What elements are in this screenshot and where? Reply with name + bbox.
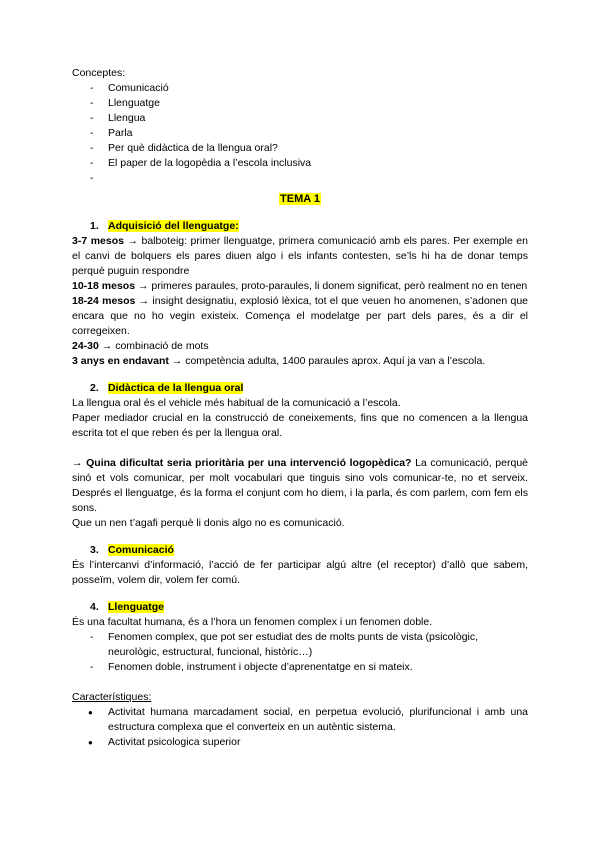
section-3-heading	[72, 543, 528, 558]
list-item: - Llenguatge	[72, 96, 528, 111]
spacer	[72, 441, 528, 456]
stage-text: → balboteig: primer llenguatge, primera comunicació amb els pares. Per exemple en el canvi de bolquers els pares diuen algo i els infants contesten, se’ls hi ha de donar temps perquè puguin respondre	[72, 235, 528, 277]
stage-18-24	[72, 294, 528, 339]
section-4-heading	[72, 600, 528, 615]
section-number: 2.	[90, 382, 99, 394]
list-item: - El paper de la logopèdia a l’escola inclusiva	[72, 156, 528, 171]
section-number: 4.	[90, 601, 99, 613]
tema-label: TEMA 1	[280, 193, 320, 205]
question-paragraph	[72, 456, 528, 516]
list-item: - Per què didàctica de la llengua oral?	[72, 141, 528, 156]
list-item: - Fenomen complex, que pot ser estudiat des de molts punts de vista (psicològic, neurològic, estructural, funcional, històric…)	[72, 630, 528, 660]
concepts-heading: Conceptes:	[72, 67, 126, 79]
paragraph: Paper mediador crucial en la construcció de coneixements, fins que no comencen a la llengua escrita tot el que reben és per la llengua oral.	[72, 412, 528, 439]
llenguatge-list	[72, 630, 528, 675]
list-item: - Fenomen doble, instrument i objecte d’aprenentatge en si mateix.	[72, 660, 528, 675]
paragraph: És l’intercanvi d’informació, l’acció de fer participar algú altre (el receptor) d’allò que sabem, posseïm, volem dir, volem fer comú.	[72, 559, 528, 586]
list-item: ● Activitat psicologica superior	[72, 735, 528, 750]
paragraph: Que un nen t’agafi perquè li donis algo no es comunicació.	[72, 517, 345, 529]
stage-text: → primeres paraules, proto-paraules, li donem significat, però realment no en tenen	[135, 280, 528, 292]
stage-label: 10-18 mesos	[72, 280, 136, 292]
list-item	[72, 171, 528, 186]
stage-24-30	[72, 339, 528, 354]
section-title: Adquisició del llenguatge:	[108, 220, 239, 232]
section-1-heading	[72, 219, 528, 234]
section-title: Comunicació	[108, 544, 174, 556]
question-text: → Quina dificultat seria prioritària per una intervenció logopèdica?	[72, 457, 412, 469]
answer-text: La comunicació, perquè sinó et vols comunicar, per molt vocabulari que tinguis sino vols comunicar-te, no et serveix. Després el llenguatge, és la forma el conjunt com ho diem, i la parla, és com parlem, com fem els sons.	[72, 457, 528, 514]
stage-text: → combinació de mots	[98, 340, 209, 352]
stage-text: → insight designatiu, explosió lèxica, tot el que veuen ho anomenen, s’adonen que encara que no ho vegin existeix. Comença el modelatge per part dels pares, és a dir el corregeixen.	[72, 295, 528, 337]
paragraph: La llengua oral és el vehicle més habitual de la comunicació a l’escola.	[72, 397, 401, 409]
list-item: ● Activitat humana marcadament social, en perpetua evolució, plurifuncional i amb una estructura complexa que el converteix en un autèntic sistema.	[72, 705, 528, 735]
stage-label: 18-24 mesos	[72, 295, 136, 307]
stage-text: → competència adulta, 1400 paraules aprox. Aquí ja van a l’escola.	[168, 355, 486, 367]
section-number: 1.	[90, 220, 99, 232]
section-number: 3.	[90, 544, 99, 556]
characteristics-list	[72, 705, 528, 750]
section-title: Llenguatge	[108, 601, 165, 613]
list-item: - Llengua	[72, 111, 528, 126]
stage-3-anys	[72, 354, 528, 369]
tema-title	[72, 192, 528, 207]
list-item: - Parla	[72, 126, 528, 141]
paragraph: És una facultat humana, és a l’hora un fenomen complex i un fenomen doble.	[72, 616, 433, 628]
spacer	[72, 675, 528, 690]
section-2-heading	[72, 381, 528, 396]
stage-label: 3 anys en endavant	[72, 355, 169, 367]
concepts-list	[72, 81, 528, 186]
stage-3-7	[72, 234, 528, 279]
list-item: - Comunicació	[72, 81, 528, 96]
stage-label: 3-7 mesos	[72, 235, 124, 247]
stage-10-18	[72, 279, 528, 294]
characteristics-heading: Característiques:	[72, 691, 152, 703]
section-title: Didàctica de la llengua oral	[108, 382, 244, 394]
stage-label: 24-30	[72, 340, 99, 352]
document-page	[72, 66, 528, 750]
